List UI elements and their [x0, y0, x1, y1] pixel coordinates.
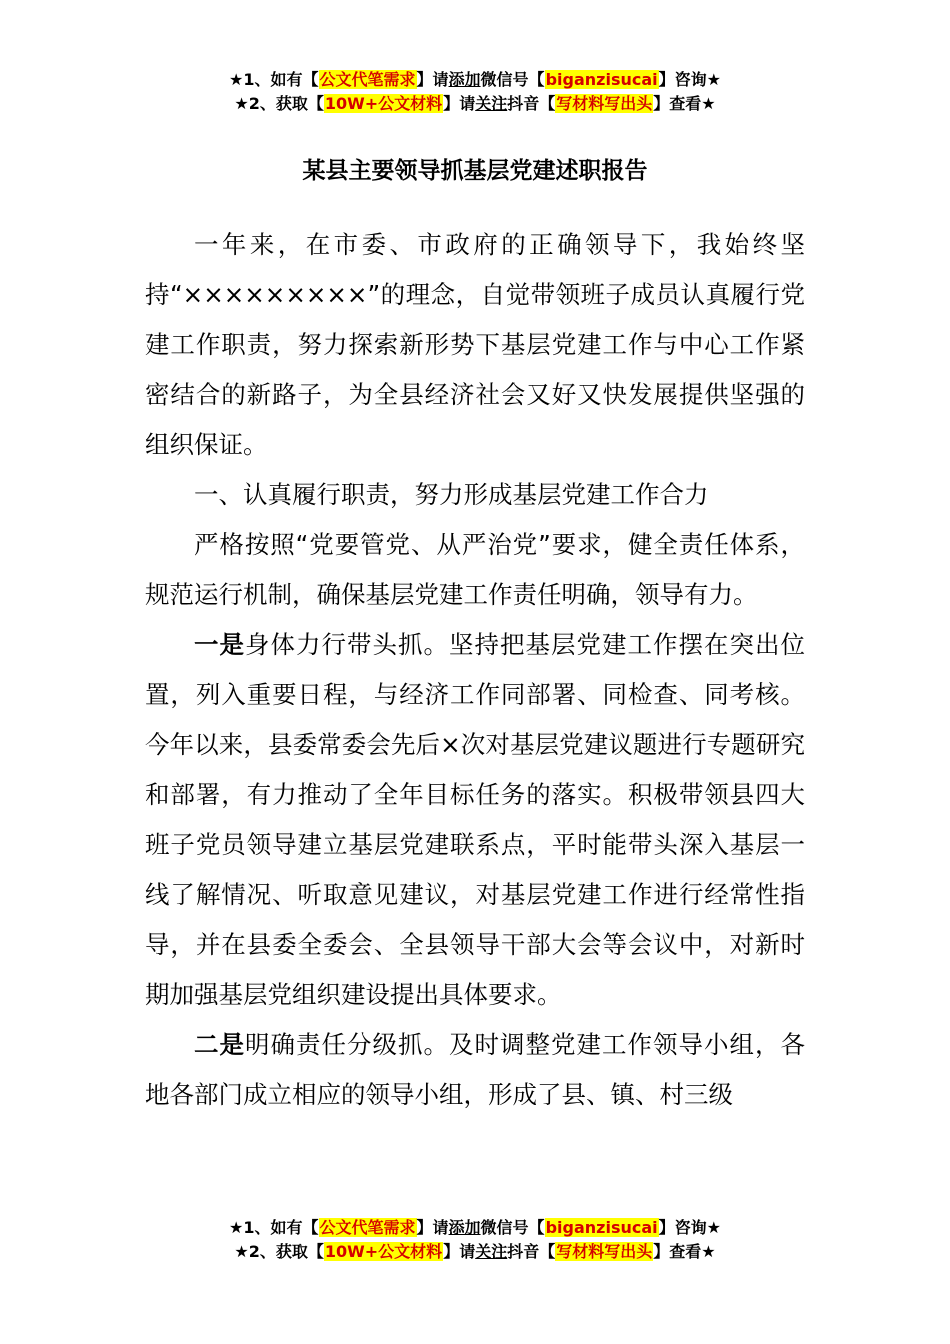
- promo-highlight: 10W+公文材料: [324, 94, 443, 113]
- body-paragraph: 一年来，在市委、市政府的正确领导下，我始终坚持“×××××××××”的理念，自觉带领班子成员认真履行党建工作职责，努力探索新形势下基层党建工作与中心工作紧密结合的新路子，为全县经济社会又好又快发展提供坚强的组织保证。: [145, 230, 805, 459]
- promo-highlight: 公文代笔需求: [319, 1218, 416, 1237]
- body-paragraph: 一是身体力行带头抓。坚持把基层党建工作摆在突出位置，列入重要日程，与经济工作同部署、同检查、同考核。今年以来，县委常委会先后×次对基层党建议题进行专题研究和部署，有力推动了全年目标任务的落实。积极带领县四大班子党员领导建立基层党建联系点，平时能带头深入基层一线了解情况、听取意见建议，对基层党建工作进行经常性指导，并在县委全委会、全县领导干部大会等会议中，对新时期加强基层党组织建设提出具体要求。: [145, 630, 805, 1009]
- body-paragraph: 严格按照“党要管党、从严治党”要求，健全责任体系，规范运行机制，确保基层党建工作责任明确，领导有力。: [145, 530, 805, 609]
- promo-douyin-id: 写材料写出头: [556, 94, 653, 113]
- document-title: 某县主要领导抓基层党建述职报告: [302, 158, 648, 184]
- body-paragraph: 二是明确责任分级抓。及时调整党建工作领导小组，各地各部门成立相应的领导小组，形成了县、镇、村三级: [145, 1030, 805, 1109]
- promo-highlight: 公文代笔需求: [319, 70, 416, 89]
- promo-highlight: 10W+公文材料: [324, 1242, 443, 1261]
- header-promo-banner: [0, 68, 950, 116]
- footer-promo-banner: [0, 1216, 950, 1264]
- promo-douyin-id: 写材料写出头: [556, 1242, 653, 1261]
- promo-line-2: ★2、获取【10W+公文材料】请关注抖音【写材料写出头】查看★: [234, 1242, 716, 1261]
- paragraph-lead: 二是: [194, 1030, 245, 1059]
- document-body: [145, 220, 805, 1120]
- paragraph-lead: 一是: [194, 630, 245, 659]
- section-heading: 一、认真履行职责，努力形成基层党建工作合力: [194, 480, 709, 509]
- promo-wechat-id: biganzisucai: [545, 70, 658, 89]
- promo-line-1: ★1、如有【公文代笔需求】请添加微信号【biganzisucai】咨询★: [229, 1218, 721, 1237]
- promo-line-2: ★2、获取【10W+公文材料】请关注抖音【写材料写出头】查看★: [234, 94, 716, 113]
- promo-wechat-id: biganzisucai: [545, 1218, 658, 1237]
- promo-line-1: ★1、如有【公文代笔需求】请添加微信号【biganzisucai】咨询★: [229, 70, 721, 89]
